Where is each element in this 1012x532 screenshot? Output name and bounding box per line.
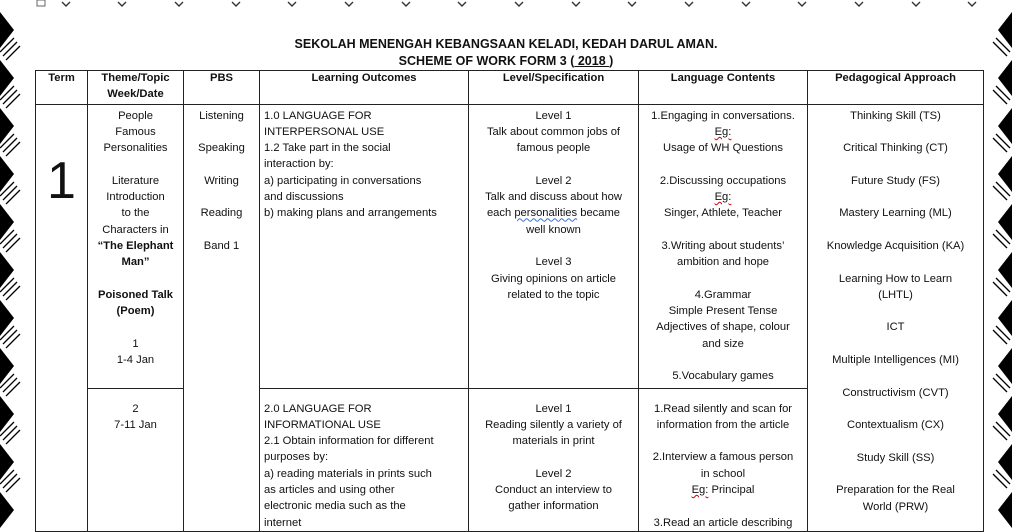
language-line: information from the article [656, 418, 790, 431]
pedagogy-item: Contextualism (CX) [847, 419, 944, 432]
level-line: Talk and discuss about how [485, 191, 622, 204]
level-line: materials in print [512, 435, 595, 448]
language-line: 2.Interview a famous person [652, 451, 794, 464]
level-line: Level 2 [535, 174, 572, 187]
language-contents-cell-1 [639, 104, 808, 388]
language-line: 5.Vocabulary games [672, 370, 774, 383]
level-line: Level 2 [535, 467, 572, 480]
pedagogy-item: Constructivism (CVT) [842, 386, 949, 399]
outcome-line: a) participating in conversations [264, 174, 422, 187]
level-line: Level 3 [535, 256, 572, 269]
week-number: 1 [132, 337, 139, 350]
header-theme [88, 71, 184, 105]
language-line: Adjectives of shape, colour [656, 321, 790, 334]
level-line: related to the topic [507, 288, 600, 301]
header-pedagogical-approach: Pedagogical Approach [808, 71, 984, 105]
theme-line: People [118, 109, 153, 122]
outcome-line: 2.0 LANGUAGE FOR [264, 402, 372, 415]
school-name-heading: SEKOLAH MENENGAH KEBANGSAAN KELADI, KEDAH DARUL AMAN. [294, 37, 718, 51]
header-level-specification: Level/Specification [469, 71, 639, 105]
outcome-line: 1.2 Take part in the social [264, 142, 391, 155]
pedagogy-item: Multiple Intelligences (MI) [832, 354, 959, 367]
language-line: 2.Discussing occupations [659, 174, 787, 187]
language-line: ambition and hope [676, 256, 770, 269]
theme-line: Personalities [103, 142, 168, 155]
level-text-underlined: personalities [514, 207, 578, 220]
language-line: in school [700, 467, 746, 480]
term-cell [36, 104, 88, 531]
week-date: 1-4 Jan [116, 354, 155, 367]
theme-line: “The Elephant [97, 239, 174, 252]
theme-cell-week2 [88, 388, 184, 531]
outcome-line: b) making plans and arrangements [264, 207, 437, 220]
level-line: Talk about common jobs of [486, 125, 621, 138]
pedagogy-item: ICT [886, 321, 905, 334]
theme-line: Poisoned Talk [97, 288, 173, 301]
outcome-line: as articles and using other [264, 484, 395, 497]
header-term: Term [36, 71, 88, 105]
language-line: Singer, Athlete, Teacher [664, 207, 782, 220]
pedagogy-item: (LHTL) [878, 288, 913, 301]
outcome-line: purposes by: [264, 451, 329, 464]
language-line: 3.Writing about students’ [661, 239, 785, 252]
level-cell-1 [469, 104, 639, 388]
theme-line: Introduction [106, 191, 165, 204]
language-text-underlined: Eg: [691, 484, 709, 497]
learning-outcomes-cell-1 [260, 104, 469, 388]
header-pbs: PBS [184, 71, 260, 105]
pedagogy-item: Future Study (FS) [851, 174, 940, 187]
pbs-skill: Speaking [198, 142, 245, 155]
language-line: Eg: [714, 191, 732, 204]
pedagogy-item: World (PRW) [862, 500, 929, 513]
language-line: and size [702, 337, 744, 350]
theme-line: Literature [111, 174, 160, 187]
outcome-line: a) reading materials in prints such [264, 467, 432, 480]
language-line: Usage of WH Questions [662, 142, 783, 155]
level-line: Level 1 [535, 402, 572, 415]
learning-outcomes-cell-2 [260, 388, 469, 531]
level-line [473, 205, 634, 221]
language-line: 3.Read an article describing [653, 516, 793, 529]
level-text: each [486, 207, 515, 220]
level-text: became [577, 207, 621, 220]
pedagogical-approach-cell [808, 104, 984, 531]
language-line [643, 482, 803, 498]
language-text: Principal [708, 484, 755, 497]
pedagogy-item: Knowledge Acquisition (KA) [826, 239, 965, 252]
theme-line: Famous [115, 125, 156, 138]
language-line: Simple Present Tense [668, 305, 778, 318]
table-header-row [36, 71, 984, 105]
pbs-skill: Writing [204, 174, 239, 187]
scheme-title-suffix: ) [609, 54, 614, 68]
page-ruler [0, 0, 1012, 10]
pbs-cell [184, 104, 260, 531]
pedagogy-item: Preparation for the Real [836, 484, 955, 497]
language-line: Eg: [714, 125, 732, 138]
level-line: Conduct an interview to [495, 484, 612, 497]
outcome-line: 2.1 Obtain information for different [264, 435, 434, 448]
level-line: Giving opinions on article [491, 272, 616, 285]
outcome-line: 1.0 LANGUAGE FOR [264, 109, 372, 122]
theme-line: (Poem) [116, 305, 155, 318]
week-date: 7-11 Jan [114, 418, 157, 431]
pedagogy-item: Thinking Skill (TS) [850, 109, 941, 122]
level-line: Level 1 [535, 109, 572, 122]
pedagogy-item: Mastery Learning (ML) [839, 207, 952, 220]
scheme-title-prefix: SCHEME OF WORK FORM 3 ( [398, 54, 575, 68]
outcome-line: and discussions [264, 191, 344, 204]
header-language-contents: Language Contents [639, 71, 808, 105]
level-cell-2 [469, 388, 639, 531]
language-line: 1.Read silently and scan for [653, 402, 793, 415]
pedagogy-item: Study Skill (SS) [856, 451, 935, 464]
language-contents-cell-2 [639, 388, 808, 531]
language-line: 1.Engaging in conversations. [651, 109, 795, 122]
header-theme-line2: Week/Date [107, 88, 164, 101]
table-row [36, 104, 984, 388]
level-line: Reading silently a variety of [485, 418, 622, 431]
theme-line: to the [121, 207, 150, 220]
scheme-of-work-table [35, 70, 984, 532]
outcome-line: electronic media such as the [264, 500, 406, 513]
header-theme-line1: Theme/Topic [101, 72, 170, 84]
pbs-skill: Reading [200, 207, 243, 220]
outcome-line: internet [264, 516, 302, 529]
pedagogy-item: Learning How to Learn [838, 272, 953, 285]
header-learning-outcomes: Learning Outcomes [260, 71, 469, 105]
level-line: gather information [508, 500, 599, 513]
outcome-line: INFORMATIONAL USE [264, 418, 381, 431]
theme-line: Characters in [102, 223, 169, 236]
theme-line: Man” [121, 256, 150, 269]
theme-cell-week1 [88, 104, 184, 388]
language-line: 4.Grammar [694, 288, 752, 301]
term-number: 1 [47, 151, 76, 210]
pedagogy-item: Critical Thinking (CT) [843, 142, 948, 155]
scheme-title-heading [0, 54, 1012, 68]
level-line: well known [526, 223, 581, 236]
outcome-line: INTERPERSONAL USE [264, 125, 385, 138]
pbs-skill: Listening [199, 109, 244, 122]
pbs-band: Band 1 [203, 239, 240, 252]
level-line: famous people [516, 142, 591, 155]
decorative-page-border-left [0, 0, 36, 531]
week-number: 2 [132, 402, 139, 415]
outcome-line: interaction by: [264, 158, 334, 171]
decorative-page-border-right [990, 0, 1012, 531]
scheme-year: 2018 [574, 54, 610, 68]
